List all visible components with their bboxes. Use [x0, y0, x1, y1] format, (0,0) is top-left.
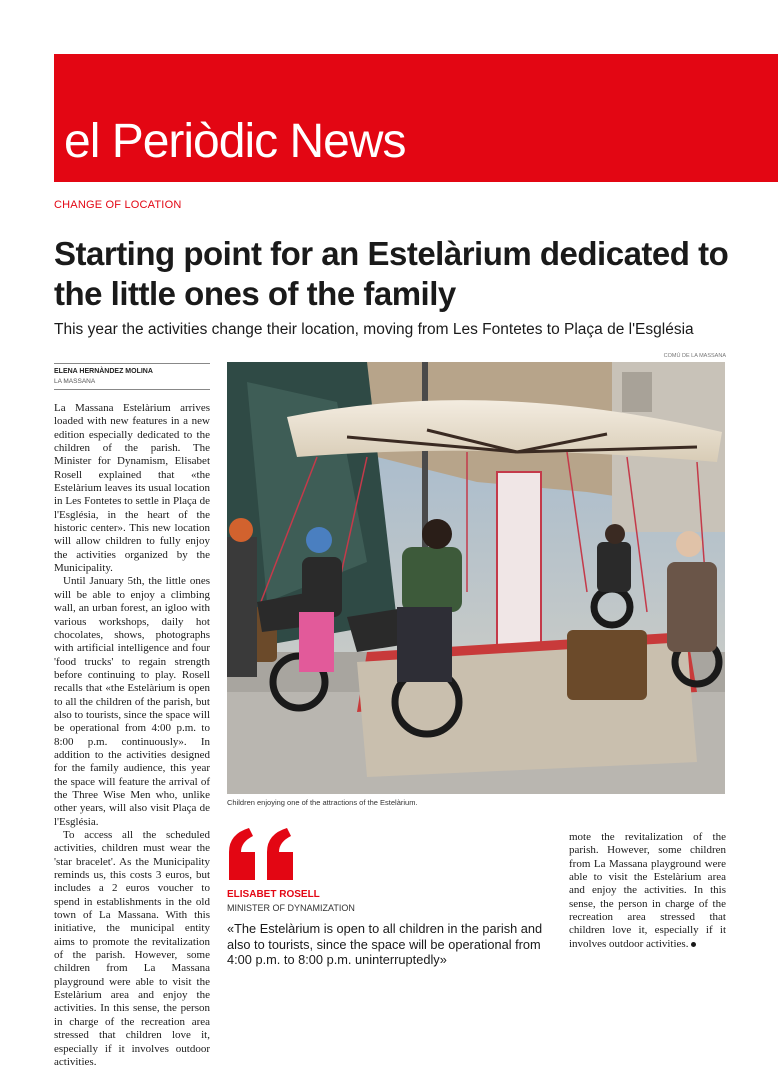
quote-mark-icon	[225, 826, 299, 889]
photo-caption: Children enjoying one of the attractions of the Estelàrium.	[227, 798, 418, 807]
body-column-3-span: mote the revitalization of the parish. However, some children from La Massana playground were able to visit the Estelàrium area and enjoy the activities. In this sense, the person in charge of the recreation area stressed that children love it, especially if it involves outdoor activities.	[569, 831, 726, 950]
photo-credit: COMÚ DE LA MASSANA	[663, 353, 726, 359]
article-body-column-1	[54, 402, 210, 1068]
masthead-title: el Periòdic News	[64, 115, 406, 168]
article-end-mark	[691, 942, 696, 947]
subhead: This year the activities change their location, moving from Les Fontetes to Plaça de l'Església	[54, 321, 694, 338]
body-paragraph-2: Until January 5th, the little ones will be able to enjoy a climbing wall, an urban forest, an igloo with various workshops, daily hot chocolates, shows, photographs with artificial intelligence and four 'food trucks' to regain strength before continuing to play. Rosell recalls that «the Estelàrium is open to all the children of the parish, but also to tourists, since the space will be operational from 4:00 p.m. to 8:00 p.m. continuously». In addition to the activities designed for the family audience, this year the space will feature the arrival of the Three Wise Men who, unlike other years, will also visit Plaça de l'Església.	[54, 575, 210, 828]
byline-divider-top	[54, 363, 210, 364]
body-column-3-text	[569, 831, 726, 951]
byline-author: ELENA HERNÀNDEZ MOLINA	[54, 368, 153, 375]
section-label: CHANGE OF LOCATION	[54, 199, 182, 211]
article-body-column-3	[569, 831, 726, 966]
headline: Starting point for an Estelàrium dedicated to the little ones of the family	[54, 235, 729, 312]
article-photo	[227, 362, 725, 794]
pull-quote-text: «The Estelàrium is open to all children in the parish and also to tourists, since the space will be operational from 4:00 p.m. to 8:00 p.m. uninterruptedly»	[227, 921, 543, 967]
byline-place: LA MASSANA	[54, 378, 96, 385]
quote-speaker-role: MINISTER OF DYNAMIZATION	[227, 903, 355, 913]
body-paragraph-3: To access all the scheduled activities, children must wear the 'star bracelet'. As the Municipality reminds us, this costs 3 euros, but includes a 2 euros voucher to spend in establishments in the old town of La Massana. With this initiative, the municipal entity aims to promote the revitalization of the parish. However, some children from La Massana playground were able to visit the Estelàrium area and enjoy the activities. In this sense, the person in charge of the recreation area stressed that children love it, especially if it involves outdoor activities.	[54, 829, 210, 1068]
masthead	[54, 54, 778, 182]
body-paragraph-1: La Massana Estelàrium arrives loaded with new features in a new edition especially dedicated to the children of the parish. The Minister for Dynamism, Elisabet Rosell explained that «the Estelàrium leaves its usual location in Les Fontetes to settle in Plaça de l'Església, in the heart of the historic center». This new location will allow children to fully enjoy the activities organized by the Municipality.	[54, 402, 210, 575]
quote-speaker-name: ELISABET ROSELL	[227, 889, 320, 900]
byline-divider-bottom	[54, 389, 210, 390]
